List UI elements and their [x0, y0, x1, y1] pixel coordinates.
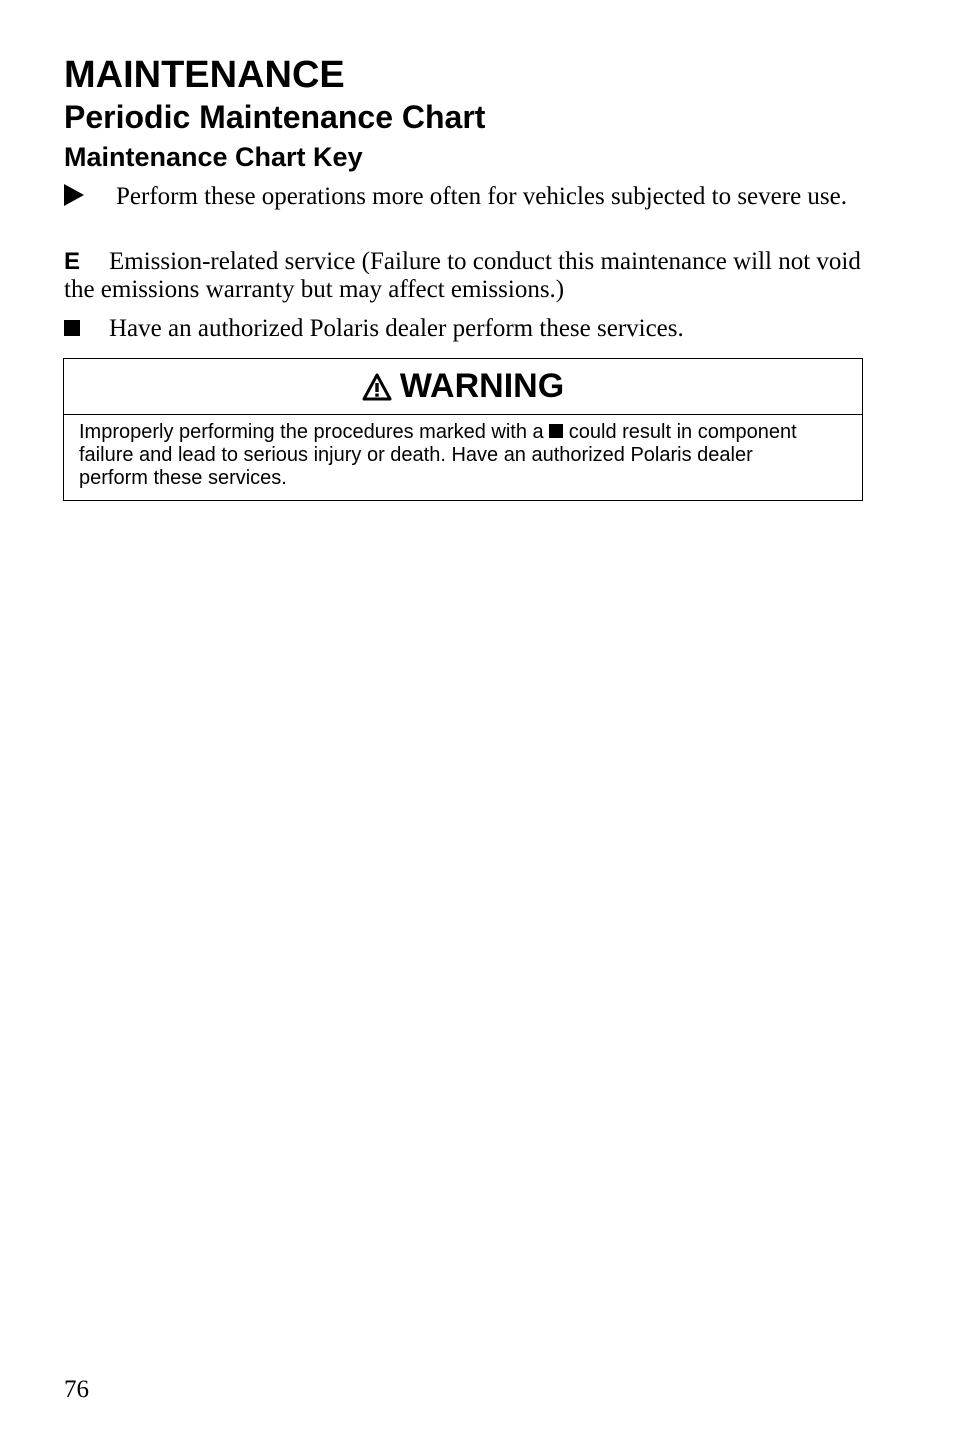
black-square-icon	[64, 320, 80, 336]
key-item-dealer-service	[64, 315, 864, 343]
key-item-severe-use	[64, 182, 864, 211]
subsection-title: Periodic Maintenance Chart	[64, 99, 486, 135]
key-item-text: Have an authorized Polaris dealer perform these services.	[109, 315, 684, 342]
warning-text-part1: Improperly performing the procedures marked with a	[79, 421, 544, 443]
warning-header	[64, 359, 862, 415]
warning-text-part2: could result in component failure and lead to serious injury or death. Have an authorized Polaris dealer perform these services.	[79, 421, 797, 489]
play-arrow-icon	[64, 184, 84, 206]
key-item-emission	[64, 248, 864, 304]
key-item-text: Emission-related service (Failure to conduct this maintenance will not void the emissions warranty but may affect emissions.)	[64, 248, 861, 303]
key-heading: Maintenance Chart Key	[64, 142, 363, 172]
section-title: MAINTENANCE	[64, 54, 345, 96]
key-item-text: Perform these operations more often for vehicles subjected to severe use.	[116, 183, 847, 210]
emission-symbol: E	[64, 248, 81, 275]
warning-title: WARNING	[399, 367, 565, 405]
warning-triangle-icon	[362, 373, 392, 401]
page-number: 76	[64, 1376, 89, 1403]
warning-box	[63, 358, 863, 501]
black-square-icon	[549, 424, 563, 438]
warning-body	[64, 415, 862, 490]
